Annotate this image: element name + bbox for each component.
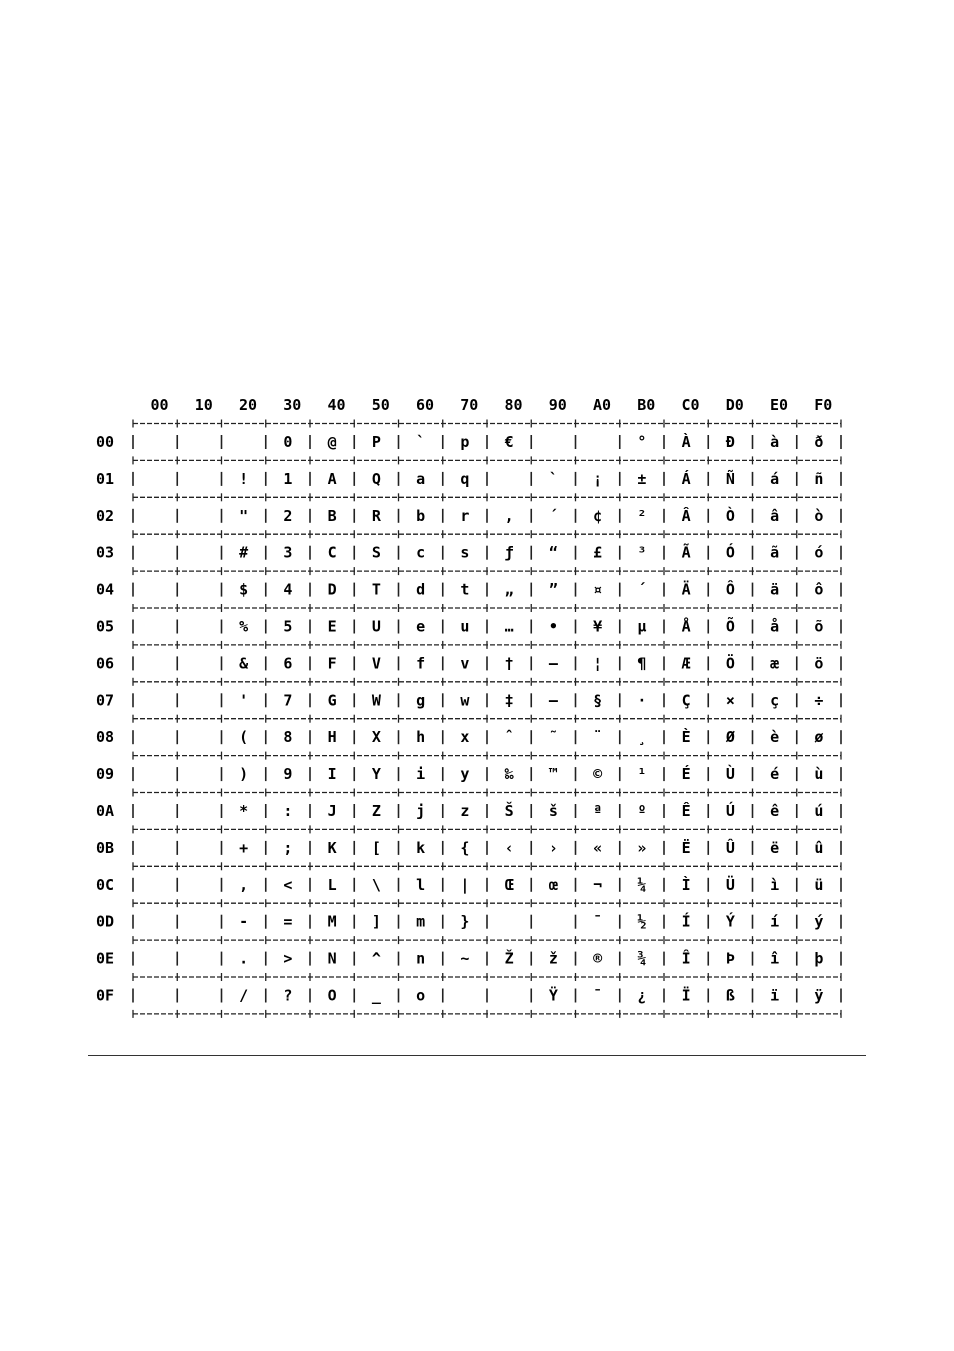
table-cell-char: Ù <box>725 765 735 784</box>
table-cell-char: Õ <box>725 617 735 636</box>
table-cell-char: ° <box>637 433 647 451</box>
table-cell-char: ¯ <box>593 986 603 1005</box>
table-cell-char: ï <box>770 986 780 1005</box>
row-label: 08 <box>96 728 115 747</box>
table-cell-char: ô <box>814 580 824 599</box>
table-cell-char: ß <box>725 986 735 1005</box>
table-cell-char: î <box>770 949 780 968</box>
row-label: 02 <box>96 506 115 525</box>
table-cell-char: f <box>416 654 426 673</box>
table-cell-char: { <box>460 838 470 857</box>
table-cell-char: } <box>460 912 470 931</box>
column-header: 30 <box>283 396 302 414</box>
row-label: 0F <box>96 986 115 1005</box>
table-cell-char: U <box>371 617 381 636</box>
table-cell-char: : <box>283 802 293 820</box>
table-cell-char: £ <box>593 543 603 562</box>
table-cell-char: y <box>460 765 470 784</box>
table-cell-char: ì <box>770 875 780 894</box>
table-cell-char: C <box>327 543 337 562</box>
column-header: E0 <box>770 396 789 414</box>
table-cell-char: œ <box>548 875 558 894</box>
table-cell-char: " <box>239 506 249 525</box>
table-cell-char: R <box>371 506 381 525</box>
table-cell-char: r <box>460 506 470 525</box>
table-cell-char: Ô <box>725 580 735 599</box>
table-cell-char: û <box>814 838 824 857</box>
table-cell-char: › <box>548 838 558 857</box>
table-cell-char: ž <box>548 949 558 968</box>
table-cell-char: = <box>283 912 293 931</box>
table-cell-char: c <box>416 543 426 562</box>
table-cell-char: D <box>327 580 337 599</box>
table-cell-char: Q <box>371 469 381 488</box>
table-cell-char: á <box>770 469 780 488</box>
table-cell-char: · <box>637 691 647 710</box>
table-cell-char: k <box>416 838 426 857</box>
table-cell-char: ¸ <box>637 728 647 747</box>
table-cell-char: “ <box>548 543 558 562</box>
table-cell-char: ñ <box>814 469 824 488</box>
table-cell-char: ü <box>814 875 824 894</box>
table-cell-char: l <box>416 875 426 894</box>
table-cell-char: ¢ <box>593 506 603 525</box>
table-cell-char: A <box>327 469 337 488</box>
table-cell-char: d <box>416 580 426 599</box>
row-label: 06 <box>96 654 115 673</box>
table-cell-char: Ž <box>504 949 514 968</box>
column-header: 40 <box>327 396 346 414</box>
table-cell-char: x <box>460 728 470 747</box>
table-cell-char: ª <box>593 802 603 820</box>
table-cell-char: ™ <box>548 765 558 784</box>
table-cell-char: o <box>416 986 426 1005</box>
table-cell-char: B <box>327 506 337 525</box>
table-cell-char: 6 <box>283 654 293 673</box>
column-header: 90 <box>548 396 567 414</box>
table-cell-char: 0 <box>283 433 293 451</box>
table-cell-char: ä <box>770 580 780 599</box>
row-label: 0D <box>96 912 115 931</box>
table-cell-char: ˜ <box>548 728 558 747</box>
table-cell-char: 9 <box>283 765 293 784</box>
table-cell-char: 7 <box>283 691 293 710</box>
table-cell-char: ˆ <box>504 728 514 747</box>
table-cell-char: … <box>504 617 514 636</box>
row-label: 00 <box>96 433 115 451</box>
table-cell-char: ù <box>814 765 824 784</box>
table-cell-char: 2 <box>283 506 293 525</box>
table-cell-char: 3 <box>283 543 293 562</box>
table-cell-char: & <box>239 654 249 673</box>
table-cell-char: Ó <box>725 543 735 562</box>
column-header: 10 <box>194 396 213 414</box>
table-cell-char: | <box>460 875 470 894</box>
table-cell-char: ¨ <box>593 728 603 747</box>
table-cell-char: h <box>416 728 426 747</box>
table-cell-char: + <box>239 838 249 857</box>
table-cell-char: Ÿ <box>548 986 558 1005</box>
column-header: 00 <box>150 396 169 414</box>
table-cell-char: „ <box>504 580 514 599</box>
table-cell-char: E <box>327 617 337 636</box>
table-cell-char: N <box>327 949 337 968</box>
table-cell-char: / <box>239 986 249 1005</box>
table-cell-char: P <box>371 433 381 451</box>
table-cell-char: É <box>681 765 691 784</box>
table-cell-char: % <box>239 617 249 636</box>
table-cell-char: à <box>770 433 780 451</box>
table-cell-char: ² <box>637 506 647 525</box>
table-cell-char: À <box>681 433 691 451</box>
table-cell-char: ) <box>239 765 249 784</box>
table-cell-char: ´ <box>637 580 647 599</box>
table-cell-char: J <box>327 802 337 820</box>
table-cell-char: ú <box>814 802 824 820</box>
table-cell-char: Œ <box>504 875 514 894</box>
column-header: D0 <box>725 396 744 414</box>
table-cell-char: M <box>327 912 337 931</box>
table-cell-char: þ <box>814 949 824 968</box>
column-header: 60 <box>416 396 435 414</box>
table-cell-char: » <box>637 838 647 857</box>
table-cell-char: • <box>548 617 558 636</box>
table-cell-char: ê <box>770 802 780 820</box>
table-cell-char: i <box>416 765 426 784</box>
table-cell-char: Á <box>681 469 691 488</box>
table-cell-char: ¦ <box>593 654 603 673</box>
table-cell-char: ] <box>371 912 381 931</box>
table-cell-char: ¬ <box>593 875 603 894</box>
table-cell-char: š <box>548 802 558 820</box>
table-cell-char: × <box>725 691 735 710</box>
table-cell-char: \ <box>371 875 381 894</box>
table-cell-char: K <box>327 838 337 857</box>
column-header: C0 <box>681 396 700 414</box>
table-cell-char: ö <box>814 654 824 673</box>
table-cell-char: $ <box>239 580 249 599</box>
table-cell-char: Æ <box>681 654 691 673</box>
table-cell-char: [ <box>371 838 381 857</box>
table-cell-char: Í <box>681 912 691 931</box>
table-cell-char: ƒ <box>504 543 514 562</box>
table-cell-char: . <box>239 949 249 968</box>
table-cell-char: ç <box>770 691 780 710</box>
table-cell-char: Û <box>725 838 735 857</box>
table-cell-char: m <box>416 912 426 931</box>
table-cell-char: z <box>460 802 470 820</box>
table-cell-char: W <box>371 691 381 710</box>
page-divider-line <box>88 1055 866 1056</box>
table-cell-char: e <box>416 617 426 636</box>
table-cell-char: # <box>239 543 249 562</box>
row-label: 05 <box>96 617 115 636</box>
table-cell-char: ¡ <box>593 469 603 488</box>
table-cell-char: < <box>283 875 293 894</box>
table-cell-char: ¾ <box>637 949 647 968</box>
table-cell-char: © <box>593 765 603 784</box>
table-cell-char: w <box>460 691 470 710</box>
table-cell-char: Z <box>371 802 381 820</box>
table-cell-char: § <box>593 691 603 710</box>
table-cell-char: å <box>770 617 780 636</box>
table-cell-char: t <box>460 580 470 599</box>
table-cell-char: ÷ <box>814 691 824 710</box>
column-header: 50 <box>371 396 390 414</box>
table-cell-char: ± <box>637 469 647 488</box>
table-cell-char: ; <box>283 838 293 857</box>
table-cell-char: ” <box>548 580 558 599</box>
table-cell-char: ( <box>239 728 249 747</box>
row-label: 04 <box>96 580 115 599</box>
table-cell-char: Ñ <box>725 469 735 488</box>
row-label: 0C <box>96 875 115 894</box>
table-cell-char: € <box>504 433 514 451</box>
table-cell-char: µ <box>637 617 647 636</box>
table-cell-char: I <box>327 765 337 784</box>
table-cell-char: ? <box>283 986 293 1005</box>
table-cell-char: Y <box>371 765 381 784</box>
table-cell-char: ¼ <box>637 875 647 894</box>
row-label: 01 <box>96 469 115 488</box>
table-cell-char: n <box>416 949 426 968</box>
table-cell-char: Ã <box>681 543 691 562</box>
table-cell-char: ý <box>814 912 824 931</box>
table-cell-char: v <box>460 654 470 673</box>
table-cell-char: a <box>416 469 426 488</box>
table-cell-char: , <box>239 875 249 894</box>
table-cell-char: ' <box>239 691 249 710</box>
table-cell-char: S <box>371 543 381 562</box>
table-cell-char: ã <box>770 543 780 562</box>
table-cell-char: b <box>416 506 426 525</box>
table-cell-char: ~ <box>460 949 470 968</box>
table-cell-char: â <box>770 506 780 525</box>
table-cell-char: ø <box>814 728 824 747</box>
table-cell-char: Ò <box>725 506 735 525</box>
table-cell-char: 1 <box>283 469 293 488</box>
table-cell-char: u <box>460 617 470 636</box>
table-cell-char: X <box>371 728 381 747</box>
table-cell-char: j <box>416 802 426 820</box>
row-label: 0B <box>96 838 115 857</box>
row-label: 07 <box>96 691 115 710</box>
table-cell-char: ‡ <box>504 691 514 710</box>
row-label: 03 <box>96 543 115 562</box>
table-cell-char: ¹ <box>637 765 647 784</box>
table-cell-char: Ä <box>681 580 691 599</box>
table-cell-char: T <box>371 580 381 599</box>
table-cell-char: é <box>770 765 780 784</box>
table-cell-char: ! <box>239 469 249 488</box>
table-cell-char: Š <box>504 802 514 820</box>
table-cell-char: ¯ <box>593 912 603 931</box>
table-cell-char: † <box>504 654 514 673</box>
table-cell-char: « <box>593 838 603 857</box>
table-cell-char: Ø <box>725 728 735 747</box>
table-cell-char: ½ <box>637 912 647 931</box>
table-cell-char: º <box>637 802 647 820</box>
table-cell-char: > <box>283 949 293 968</box>
table-cell-char: g <box>416 691 426 710</box>
table-cell-char: Ú <box>725 802 735 820</box>
table-cell-char: Î <box>681 949 691 968</box>
table-cell-char: 8 <box>283 728 293 747</box>
table-cell-char: * <box>239 802 249 820</box>
row-label: 0E <box>96 949 115 968</box>
table-cell-char: Å <box>681 617 691 636</box>
table-cell-char: L <box>327 875 337 894</box>
table-cell-char: ´ <box>548 506 558 525</box>
column-header: A0 <box>593 396 612 414</box>
table-cell-char: s <box>460 543 470 562</box>
table-cell-char: Ï <box>681 986 691 1005</box>
row-label: 09 <box>96 765 115 784</box>
table-cell-char: ó <box>814 543 824 562</box>
row-label: 0A <box>96 802 115 820</box>
table-cell-char: @ <box>327 433 337 451</box>
table-cell-char: ‹ <box>504 838 514 857</box>
table-cell-char: – <box>548 654 558 673</box>
table-cell-char: ‚ <box>504 506 514 525</box>
table-cell-char: ë <box>770 838 780 857</box>
table-cell-char: — <box>548 691 558 710</box>
table-cell-char: - <box>239 912 249 931</box>
table-cell-char: È <box>681 728 691 747</box>
table-cell-char: æ <box>770 654 780 673</box>
column-header: 20 <box>239 396 258 414</box>
table-cell-char: Ë <box>681 838 691 857</box>
table-cell-char: ¤ <box>593 580 603 599</box>
table-cell-char: ð <box>814 433 824 451</box>
table-cell-char: Þ <box>725 949 735 968</box>
table-cell-char: H <box>327 728 337 747</box>
table-cell-char: Ð <box>725 433 735 451</box>
table-cell-char: Ü <box>725 875 735 894</box>
table-cell-char: 5 <box>283 617 293 636</box>
table-cell-char: ^ <box>371 949 381 968</box>
table-cell-char: V <box>371 654 381 673</box>
table-cell-char: ‰ <box>504 765 514 784</box>
table-cell-char: G <box>327 691 337 710</box>
column-header: 80 <box>504 396 523 414</box>
table-cell-char: Ì <box>681 875 691 894</box>
table-cell-char: F <box>327 654 337 673</box>
table-cell-char: ¶ <box>637 654 647 673</box>
table-cell-char: Â <box>681 506 691 525</box>
table-cell-char: ³ <box>637 543 647 562</box>
table-cell-char: ® <box>593 949 603 968</box>
column-header: 70 <box>460 396 479 414</box>
table-cell-char: ¿ <box>637 986 647 1005</box>
table-cell-char: ò <box>814 506 824 525</box>
column-header: B0 <box>637 396 656 414</box>
column-header: F0 <box>814 396 833 414</box>
table-cell-char: Ý <box>725 912 735 931</box>
table-cell-char: Ê <box>681 802 691 820</box>
table-cell-char: Ç <box>681 691 691 710</box>
table-cell-char: ` <box>416 433 426 451</box>
table-cell-char: p <box>460 433 470 451</box>
table-cell-char: ÿ <box>814 986 824 1005</box>
table-cell-char: ` <box>548 469 558 488</box>
table-cell-char: ¥ <box>593 617 603 636</box>
table-cell-char: O <box>327 986 337 1005</box>
table-cell-char: è <box>770 728 780 747</box>
table-cell-char: í <box>770 912 780 931</box>
table-cell-char: Ö <box>725 654 735 673</box>
table-cell-char: _ <box>371 986 381 1005</box>
table-cell-char: q <box>460 469 470 488</box>
table-cell-char: 4 <box>283 580 293 599</box>
table-cell-char: õ <box>814 617 824 636</box>
